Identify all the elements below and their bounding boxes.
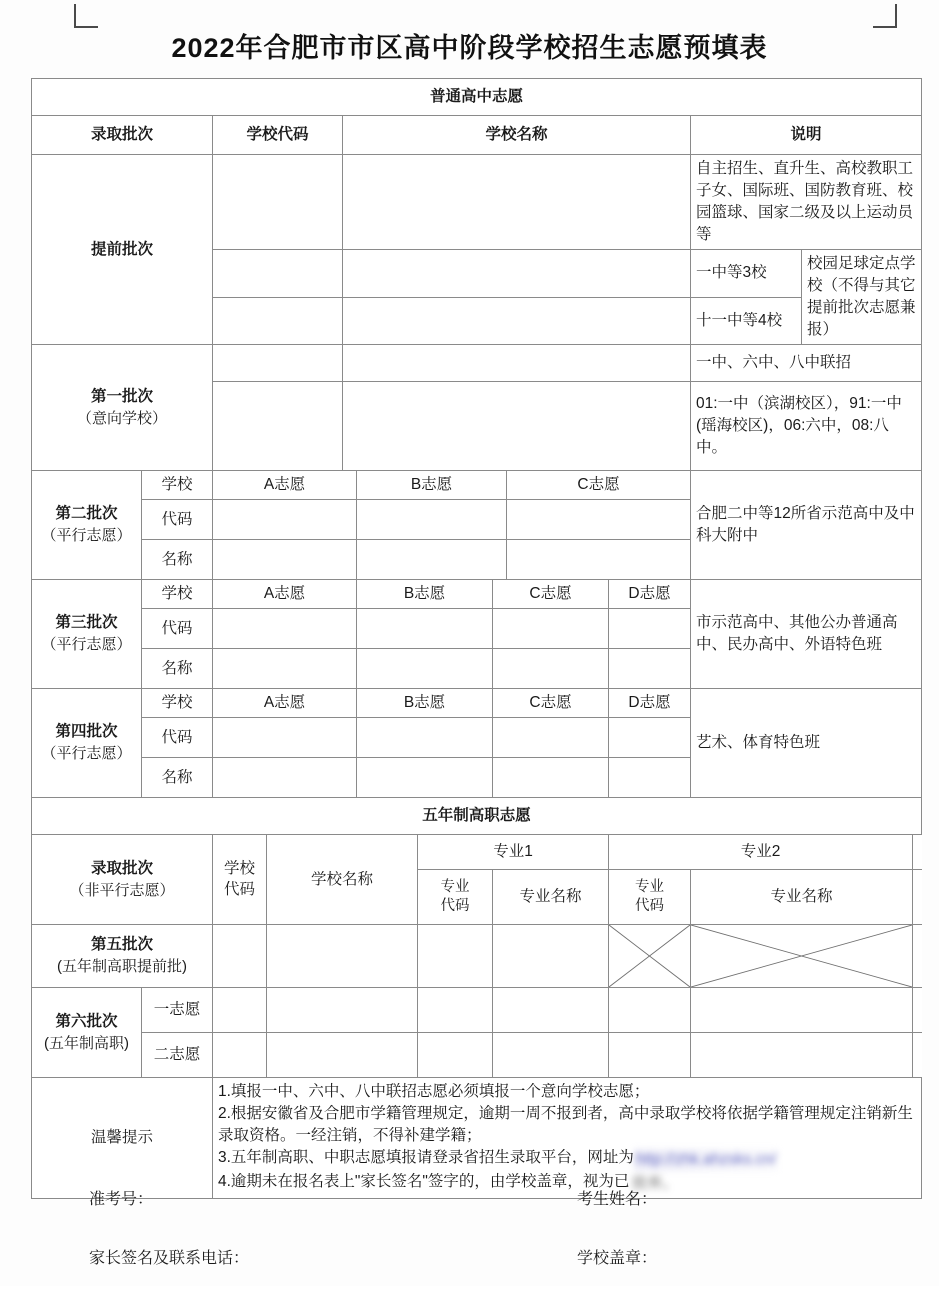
choice-header-c: C志愿 <box>493 580 609 609</box>
choice-header-a: A志愿 <box>213 580 357 609</box>
input-voc-school-name[interactable] <box>267 988 418 1033</box>
general-header-row <box>32 116 922 155</box>
row-label-school: 学校 <box>142 580 213 609</box>
input-school-code[interactable] <box>213 345 343 382</box>
voc-header-school-name: 学校名称 <box>267 835 418 925</box>
first-batch-row-1 <box>32 345 922 382</box>
school-seal-field[interactable]: 学校盖章： <box>577 1250 658 1267</box>
choice-header-b: B志愿 <box>357 471 507 500</box>
general-banner-row <box>32 79 922 116</box>
tip-item-3-text: 3.五年制高职、中职志愿填报请登录省招生录取平台，网址为 <box>218 1149 634 1166</box>
input-school-code[interactable] <box>213 250 343 298</box>
batch-label-third-sub: （平行志愿） <box>41 636 132 654</box>
input-major1-code[interactable] <box>418 988 493 1033</box>
fifth-batch-row <box>32 925 922 988</box>
tips-label: 温馨提示 <box>32 1078 213 1199</box>
input-choice-b-name[interactable] <box>357 540 507 580</box>
batch-label-second-sub: （平行志愿） <box>41 527 132 545</box>
voc-header-school-code <box>213 835 267 925</box>
batch-label-first-sub: （意向学校） <box>76 409 167 427</box>
desc-advance-cell-1: 一中等3校 <box>691 250 802 298</box>
header-school-code: 学校代码 <box>213 116 343 155</box>
vocational-banner-row <box>32 798 922 835</box>
tips-row <box>32 1078 922 1199</box>
batch-label-first <box>32 345 213 471</box>
desc-second: 合肥二中等12所省示范高中及中科大附中 <box>691 471 922 580</box>
wish-label-first: 一志愿 <box>142 988 213 1033</box>
batch-label-third-main: 第三批次 <box>55 614 118 632</box>
input-choice-a-name[interactable] <box>213 758 357 798</box>
voc-header-major1-code <box>418 870 493 925</box>
parent-signature-field[interactable]: 家长签名及联系电话： <box>89 1250 250 1267</box>
page-title: 2022年合肥市市区高中阶段学校招生志愿预填表 <box>171 33 768 63</box>
input-choice-b-code[interactable] <box>357 500 507 540</box>
batch-label-sixth-sub: (五年制高职) <box>44 1034 129 1052</box>
input-choice-a-code[interactable] <box>213 500 357 540</box>
footer-row-1 <box>31 1186 921 1209</box>
voc-header-school-code-l1: 学校 <box>223 859 255 877</box>
row-label-name: 名称 <box>142 758 213 798</box>
row-label-school: 学校 <box>142 471 213 500</box>
choice-header-d: D志愿 <box>609 689 691 718</box>
desc-first-line1: 一中、六中、八中联招 <box>691 345 922 382</box>
input-school-code[interactable] <box>213 382 343 471</box>
input-choice-c-code[interactable] <box>507 500 691 540</box>
wish-label-second: 二志愿 <box>142 1033 213 1078</box>
input-school-name[interactable] <box>343 297 691 345</box>
input-major2-code[interactable] <box>609 988 691 1033</box>
spacer-cell <box>913 835 922 870</box>
choice-header-b: B志愿 <box>357 580 493 609</box>
row-label-code: 代码 <box>142 718 213 758</box>
third-batch-row-school <box>32 580 922 609</box>
tip-item-4-blurred-text: 放弃。 <box>631 1175 678 1192</box>
header-description: 说明 <box>691 116 922 155</box>
tip-item-3-blurred-url[interactable]: http://zhk.ahzsks.cn/ <box>634 1149 778 1171</box>
advance-batch-row-1 <box>32 155 922 250</box>
header-school-name: 学校名称 <box>343 116 691 155</box>
header-batch: 录取批次 <box>32 116 213 155</box>
crop-mark-top-left <box>74 4 98 28</box>
vocational-header-row-1 <box>32 835 922 870</box>
crossed-out-major2-code <box>609 925 691 988</box>
fourth-batch-row-school <box>32 689 922 718</box>
footer-signature-area <box>31 1186 921 1304</box>
vocational-section-banner: 五年制高职志愿 <box>32 798 922 835</box>
input-choice-a-code[interactable] <box>213 718 357 758</box>
input-major1-code[interactable] <box>418 925 493 988</box>
input-school-name[interactable] <box>343 382 691 471</box>
tip-item-2: 2.根据安徽省及合肥市学籍管理规定，逾期一周不报到者，高中录取学校将依据学籍管理规定注销新生录取资格。一经注销，不得补建学籍； <box>218 1105 913 1144</box>
batch-label-fifth-sub: (五年制高职提前批) <box>57 958 187 976</box>
input-choice-c-code[interactable] <box>493 718 609 758</box>
input-voc-school-code[interactable] <box>213 925 267 988</box>
voc-header-major2-code <box>609 870 691 925</box>
choice-header-a: A志愿 <box>213 471 357 500</box>
input-school-name[interactable] <box>343 345 691 382</box>
input-school-code[interactable] <box>213 297 343 345</box>
input-voc-school-name[interactable] <box>267 925 418 988</box>
input-voc-school-name[interactable] <box>267 1033 418 1078</box>
input-choice-c-name[interactable] <box>493 758 609 798</box>
input-school-name[interactable] <box>343 155 691 250</box>
tips-content <box>213 1078 922 1199</box>
input-voc-school-code[interactable] <box>213 988 267 1033</box>
batch-label-first-main: 第一批次 <box>90 387 153 405</box>
batch-label-advance: 提前批次 <box>32 155 213 345</box>
form-table-container <box>31 78 921 1199</box>
row-label-school: 学校 <box>142 689 213 718</box>
input-choice-c-name[interactable] <box>507 540 691 580</box>
input-choice-b-code[interactable] <box>357 609 493 649</box>
batch-label-fifth <box>32 925 213 988</box>
tip-item-1: 1.填报一中、六中、八中联招志愿必须填报一个意向学校志愿； <box>218 1083 650 1100</box>
batch-label-second <box>32 471 142 580</box>
input-major2-code[interactable] <box>609 1033 691 1078</box>
choice-header-c: C志愿 <box>507 471 691 500</box>
batch-label-fourth-sub: （平行志愿） <box>41 745 132 763</box>
input-choice-d-code[interactable] <box>609 609 691 649</box>
desc-advance-side: 校园足球定点学校（不得与其它提前批次志愿兼报） <box>802 250 922 345</box>
batch-label-third <box>32 580 142 689</box>
voc-header-major2-code-l2: 代码 <box>635 898 664 914</box>
batch-label-fifth-main: 第五批次 <box>90 936 153 954</box>
batch-label-second-main: 第二批次 <box>55 505 118 523</box>
voc-header-major2: 专业2 <box>609 835 913 870</box>
input-choice-d-code[interactable] <box>609 718 691 758</box>
admission-form-table <box>31 78 922 1199</box>
input-choice-c-name[interactable] <box>493 649 609 689</box>
exam-number-field[interactable]: 准考号： <box>89 1191 154 1208</box>
input-choice-b-name[interactable] <box>357 758 493 798</box>
sixth-batch-row-wish1 <box>32 988 922 1033</box>
row-label-name: 名称 <box>142 540 213 580</box>
input-major1-code[interactable] <box>418 1033 493 1078</box>
row-label-code: 代码 <box>142 500 213 540</box>
input-major2-name[interactable] <box>691 1033 913 1078</box>
input-major1-name[interactable] <box>493 925 609 988</box>
batch-label-sixth-main: 第六批次 <box>55 1012 118 1030</box>
desc-advance-cell-2: 十一中等4校 <box>691 297 802 345</box>
spacer-cell <box>913 925 922 988</box>
row-label-name: 名称 <box>142 649 213 689</box>
batch-label-fourth <box>32 689 142 798</box>
second-batch-row-school <box>32 471 922 500</box>
voc-header-school-code-l2: 代码 <box>223 880 255 898</box>
voc-header-batch <box>32 835 213 925</box>
input-choice-d-name[interactable] <box>609 758 691 798</box>
desc-advance-main: 自主招生、直升生、高校教职工子女、国际班、国防教育班、校园篮球、国家二级及以上运动员等 <box>691 155 922 250</box>
voc-header-major1: 专业1 <box>418 835 609 870</box>
input-choice-a-name[interactable] <box>213 540 357 580</box>
tip-item-3 <box>218 1147 916 1171</box>
voc-header-major1-name: 专业名称 <box>493 870 609 925</box>
voc-header-major2-code-l1: 专业 <box>635 879 664 896</box>
general-section-banner: 普通高中志愿 <box>32 79 922 116</box>
spacer-cell <box>913 988 922 1033</box>
desc-third: 市示范高中、其他公办普通高中、民办高中、外语特色班 <box>691 580 922 689</box>
crossed-out-major2-name <box>691 925 913 988</box>
student-name-field[interactable]: 考生姓名： <box>577 1191 658 1208</box>
voc-header-batch-main: 录取批次 <box>90 859 153 877</box>
tip-item-4-text: 4.逾期未在报名表上"家长签名"签字的，由学校盖章，视为已 <box>218 1173 630 1190</box>
batch-label-sixth <box>32 988 142 1078</box>
choice-header-a: A志愿 <box>213 689 357 718</box>
row-label-code: 代码 <box>142 609 213 649</box>
input-major1-name[interactable] <box>493 1033 609 1078</box>
input-choice-a-code[interactable] <box>213 609 357 649</box>
footer-row-2 <box>31 1245 921 1268</box>
input-choice-c-code[interactable] <box>493 609 609 649</box>
crop-mark-top-right <box>873 4 897 28</box>
input-school-code[interactable] <box>213 155 343 250</box>
spacer-cell <box>913 1033 922 1078</box>
sixth-batch-row-wish2 <box>32 1033 922 1078</box>
spacer-cell <box>913 870 922 925</box>
voc-header-major1-code-l2: 代码 <box>440 898 470 914</box>
voc-header-batch-sub: （非平行志愿） <box>69 881 175 899</box>
desc-first-line2: 01:一中（滨湖校区），91:一中(瑶海校区)，06:六中，08:八中。 <box>691 382 922 471</box>
choice-header-c: C志愿 <box>493 689 609 718</box>
choice-header-b: B志愿 <box>357 689 493 718</box>
input-major1-name[interactable] <box>493 988 609 1033</box>
choice-header-d: D志愿 <box>609 580 691 609</box>
input-major2-name[interactable] <box>691 988 913 1033</box>
input-choice-b-name[interactable] <box>357 649 493 689</box>
voc-header-major1-code-l1: 专业 <box>440 879 470 896</box>
input-voc-school-code[interactable] <box>213 1033 267 1078</box>
input-choice-a-name[interactable] <box>213 649 357 689</box>
desc-fourth: 艺术、体育特色班 <box>691 689 922 798</box>
input-choice-b-code[interactable] <box>357 718 493 758</box>
voc-header-major2-name: 专业名称 <box>691 870 913 925</box>
input-school-name[interactable] <box>343 250 691 298</box>
input-choice-d-name[interactable] <box>609 649 691 689</box>
batch-label-fourth-main: 第四批次 <box>55 723 118 741</box>
